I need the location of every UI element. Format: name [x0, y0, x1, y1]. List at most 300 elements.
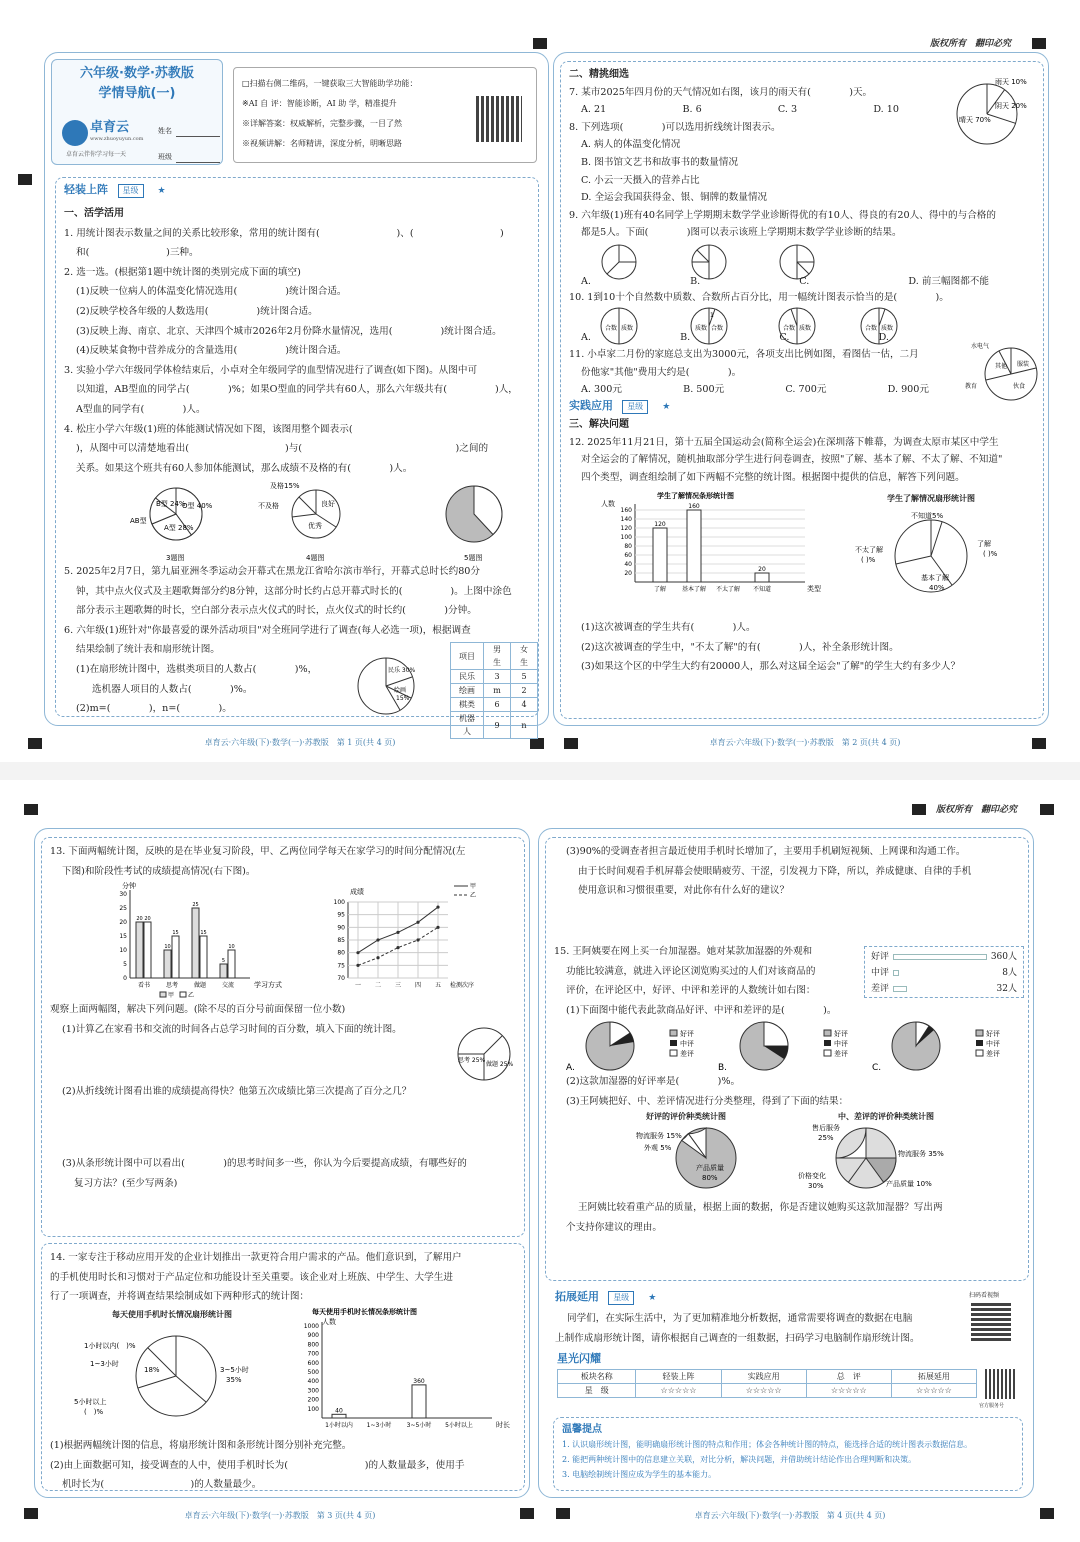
name-label: 姓名	[158, 127, 172, 135]
tick-label: 100	[333, 899, 345, 906]
scan-line: ※AI 自 评：智能诊断，AI 助 学，精准提升	[242, 99, 397, 108]
tick-label: 10	[119, 947, 127, 954]
tip-item: 3. 电脑绘制统计图应成为学生的基本能力。	[562, 1470, 717, 1479]
q15: 15. 王阿姨要在网上买一台加湿器。她对某款加湿器的外观和	[554, 946, 813, 957]
category-label: 基本了解	[681, 586, 707, 593]
q13-1: (1)计算乙在家看书和交流的时间各占总学习时间的百分数，填入下面的统计图。	[62, 1023, 402, 1035]
bar	[332, 1414, 346, 1418]
pie-caption: 3题图	[166, 554, 185, 562]
pie-label: 雨天 10%	[995, 78, 1027, 86]
legend-label: 乙	[188, 992, 195, 999]
star-tag: 星级	[622, 400, 648, 414]
pie-label: 晴天 70%	[959, 116, 991, 124]
svg-text:物流服务 15%: 物流服务 15%	[636, 1132, 682, 1140]
svg-text:售后服务: 售后服务	[812, 1124, 840, 1132]
tick-label: 95	[337, 911, 345, 919]
chart-title: 好评的评价种类统计图	[646, 1111, 726, 1121]
legend-label: 乙	[470, 892, 477, 899]
table-row: 绘画 m 2	[451, 684, 538, 698]
q12-cont: 对全运会的了解情况，随机抽取部分学生进行问卷调查，按照"了解、基本了解、不太了解、不知道"	[581, 454, 1003, 466]
question-block	[555, 1309, 965, 1348]
q13-3-cont: 复习方法？(至少写两条)	[74, 1177, 178, 1189]
q5-cont: 部分表示主题歌舞的时长，空白部分表示点火仪式的时长，点火仪式的时长约( )分钟。	[76, 605, 477, 617]
q7-options: A. 21 B. 6 C. 3 D. 10	[581, 104, 899, 116]
pie-label: B型 24%	[156, 500, 186, 508]
pie-label: 优秀	[308, 522, 322, 530]
svg-text:中评: 中评	[986, 1040, 1000, 1048]
legend-swatch	[160, 992, 166, 997]
svg-text:产品质量 10%: 产品质量 10%	[886, 1180, 932, 1188]
tick-label: 90	[337, 924, 345, 932]
logo-icon	[62, 120, 88, 146]
extension-text: 上制作成扇形统计图，请你根据自己调查的一组数据，扫码学习电脑制作扇形统计图。	[555, 1332, 920, 1344]
q15-1: (1)下面图中能代表此款商品好评、中评和差评的是( )。	[566, 1004, 837, 1016]
data-label: 20	[136, 916, 143, 922]
category-label: 五	[434, 982, 442, 989]
section-header	[569, 398, 670, 415]
page-footer: 卓育云·六年级(下)·数学(一)·苏教版 第 1 页(共 4 页)	[204, 738, 396, 747]
svg-text:质数: 质数	[695, 325, 708, 332]
question-block	[566, 1198, 1026, 1237]
x-axis-label: 检测次序	[450, 982, 475, 989]
chart-title: 学生了解情况扇形统计图	[887, 493, 975, 503]
svg-text:服装: 服装	[1017, 361, 1030, 368]
q4-cont: )，从图中可以清楚地看出( )与( )之间的	[76, 443, 489, 455]
data-point	[396, 931, 399, 934]
svg-text:40%: 40%	[929, 584, 945, 592]
q14: 14. 一家专注于移动应用开发的企业计划推出一款更符合用户需求的产品。他们意识到，了解用户	[50, 1252, 462, 1263]
corner-mark	[564, 738, 578, 749]
question-block	[50, 1436, 520, 1495]
svg-text:合数: 合数	[865, 325, 878, 332]
svg-text:1小时以内( )%: 1小时以内( )%	[84, 1342, 136, 1350]
q6-1b: 选机器人项目的人数占( )%。	[92, 683, 253, 695]
q13-instr: 观察上面两幅图，解决下列问题。(除不尽的百分号前面保留一位小数)	[50, 1004, 346, 1015]
svg-text:水电气: 水电气	[971, 343, 990, 350]
bar	[172, 936, 179, 978]
review-counts	[864, 946, 1024, 998]
category-label: 四	[414, 982, 422, 989]
bar-chart-q14	[282, 1306, 522, 1436]
category-label: 思考	[165, 982, 179, 989]
bar	[755, 573, 769, 582]
data-point	[376, 938, 379, 941]
corner-mark	[1032, 738, 1046, 749]
review-row: 中评 8人	[871, 968, 1017, 978]
table-header: 板块名称 轻装上阵 实践应用 总 评 拓展延用	[558, 1370, 977, 1384]
tick-label: 20	[119, 919, 127, 926]
q3-cont: 以知道，AB型血的同学占( )%；如果O型血的同学共有60人，那么六年级共有( )人，	[76, 384, 518, 396]
q10: 10. 1到10十个自然数中质数、合数所占百分比，用一幅统计图表示恰当的是( )。	[569, 292, 949, 303]
table-row: 棋类 6 4	[451, 698, 538, 712]
header-box	[51, 59, 223, 165]
page-footer: 卓育云·六年级(下)·数学(一)·苏教版 第 2 页(共 4 页)	[709, 738, 901, 747]
corner-mark	[28, 738, 42, 749]
data-label: 10	[228, 944, 235, 950]
pie-q11	[965, 342, 1045, 404]
legend-swatch	[180, 992, 186, 997]
tick-label: 400	[307, 1378, 319, 1386]
bar	[653, 528, 667, 582]
category-label: 三	[394, 982, 402, 989]
q5-cont: 钟，其中点火仪式及主题歌舞部分约8分钟，这部分时长约占总开幕式时长的( )。上图中涂色	[76, 585, 512, 597]
pie-label: 及格15%	[270, 482, 300, 490]
section-choice	[560, 61, 1044, 719]
q1-cont: 和( )三种。	[76, 247, 199, 259]
bar	[200, 936, 207, 978]
copyright-note: 版权所有 翻印必究	[936, 805, 1018, 815]
qr-code-icon[interactable]	[971, 1301, 1011, 1341]
data-point	[416, 938, 419, 941]
legend-label: 甲	[470, 883, 477, 890]
svg-text:物流服务 35%: 物流服务 35%	[898, 1150, 944, 1158]
qr-label: 官方服务号	[979, 1403, 1005, 1409]
class-field[interactable]	[176, 162, 220, 163]
pie-q13	[448, 1024, 518, 1084]
svg-text:了解: 了解	[977, 540, 991, 548]
tick-label: 20	[624, 570, 632, 577]
category-label: 5小时以上	[445, 1422, 473, 1429]
svg-text:5小时以上: 5小时以上	[74, 1398, 107, 1406]
page-1	[44, 52, 549, 736]
name-field[interactable]	[176, 136, 220, 137]
pie-label: 阴天 20%	[995, 102, 1027, 110]
page-footer: 卓育云·六年级(下)·数学(一)·苏教版 第 4 页(共 4 页)	[694, 1511, 886, 1520]
q8-option: A. 病人的体温变化情况	[581, 139, 681, 151]
category-label: 3~5小时	[406, 1422, 432, 1429]
data-point	[436, 926, 439, 929]
section-easy	[55, 177, 539, 736]
tick-label: 140	[620, 516, 632, 523]
page-3	[34, 828, 530, 1498]
q8-option: B. 图书馆文艺书和故事书的数量情况	[581, 156, 739, 168]
logo-slogan: 卓育云伴你学习每一天	[66, 151, 127, 158]
q14-3-cont: 由于长时间观看手机屏幕会使眼睛疲劳、干涩，引发视力下降，所以，养成健康、自律的手机	[578, 865, 972, 877]
logo-text: 卓育云	[90, 120, 130, 135]
tick-label: 800	[307, 1341, 319, 1349]
class-label: 班级	[158, 153, 172, 161]
data-label: 25	[192, 902, 199, 908]
chart-title: 学生了解情况条形统计图	[657, 492, 734, 500]
q9-options: A. B. C. D. 前三幅图都不能	[581, 276, 989, 287]
bar	[136, 922, 143, 978]
tick-label: 1000	[303, 1323, 319, 1330]
svg-text:25%: 25%	[818, 1134, 834, 1142]
bar-chart-q12	[597, 490, 821, 610]
question-block	[569, 416, 1039, 486]
svg-text:好评: 好评	[680, 1030, 694, 1038]
q12-cont: 四个类型，调查组绘制了如下两幅不完整的统计图。根据图中提供的信息，解答下列问题。	[581, 471, 965, 483]
q9: 9. 六年级(1)班有40名同学上学期期末数学学业诊断得优的有10人、得良的有20人、得中的与合格的	[569, 209, 996, 221]
svg-text:好评: 好评	[834, 1030, 848, 1038]
data-point	[436, 905, 439, 908]
pie-caption: 5题图	[464, 554, 483, 562]
tick-label: 30	[119, 891, 127, 898]
q15-cont: 功能比较满意，就进入评论区浏览购买过的人们对该商品的	[566, 965, 816, 977]
q15-4-cont: 个支持你建议的理由。	[566, 1221, 662, 1233]
section-heading: 一、活学活用	[64, 208, 124, 219]
q9-cont: 都是5人。下面( )图可以表示该班上学期期末数学学业诊断的结果。	[581, 227, 902, 239]
q1: 1. 用统计图表示数量之间的关系比较形象，常用的统计图有( )、( )	[64, 227, 504, 239]
tick-label: 70	[337, 975, 345, 982]
corner-mark	[530, 738, 544, 749]
category-label: 二	[374, 982, 382, 989]
x-axis-label: 类型	[807, 585, 821, 593]
svg-text:质数: 质数	[621, 325, 634, 332]
copyright-note: 版权所有 翻印必究	[930, 39, 1012, 49]
data-label: 15	[200, 930, 207, 936]
y-axis-label: 人数	[322, 1318, 336, 1326]
tip-item: 1. 认识扇形统计图，能明确扇形统计图的特点和作用；体会各种统计图的特点，能选择合适的统计图表示数据信息。	[562, 1440, 973, 1449]
question-block	[566, 842, 1026, 901]
pie-label: O型 40%	[182, 502, 213, 510]
svg-text:合数: 合数	[711, 325, 724, 332]
qr-code-icon[interactable]	[985, 1369, 1015, 1399]
q12-2: (2)这次被调查的学生中，"不太了解"的有( )人，补全条形统计图。	[581, 641, 899, 653]
flash-title: 星光闪耀	[557, 1352, 601, 1365]
category-label: 一	[354, 982, 362, 989]
svg-text:做题 25%: 做题 25%	[486, 1061, 514, 1068]
tick-label: 900	[307, 1332, 319, 1340]
pie-q7	[941, 80, 1031, 148]
tick-label: 60	[624, 552, 632, 559]
table-row: 星 级 ☆☆☆☆☆ ☆☆☆☆☆ ☆☆☆☆☆ ☆☆☆☆☆	[558, 1384, 977, 1398]
data-label: 20	[758, 566, 766, 573]
star-tag: 星级	[608, 1291, 634, 1305]
grouped-bar-chart-q13	[106, 878, 306, 1002]
table-row: 机器人 9 n	[451, 712, 538, 739]
svg-text:其他: 其他	[995, 363, 1008, 370]
scan-line: □扫描右侧二维码，一键获取三大智能助学功能：	[242, 79, 418, 88]
q14-1: (1)根据两幅统计图的信息，将扇形统计图和条形统计图分别补充完整。	[50, 1440, 352, 1451]
question-block	[62, 1154, 522, 1193]
category-label: 1小时以内	[325, 1422, 353, 1429]
svg-text:差评: 差评	[834, 1050, 848, 1058]
svg-text:80%: 80%	[702, 1174, 718, 1182]
data-label: 120	[654, 521, 666, 528]
corner-mark	[18, 174, 32, 185]
svg-text:C.: C.	[872, 1063, 882, 1073]
legend-label: 甲	[168, 992, 175, 999]
pie-label: 良好	[321, 500, 335, 508]
data-label: 5	[221, 958, 226, 964]
svg-text:中评: 中评	[834, 1040, 848, 1048]
logo-url: www.zhuoyuyun.com	[90, 136, 144, 142]
q8: 8. 下列选项( )可以选用折线统计图表示。	[569, 121, 781, 133]
tick-label: 0	[123, 975, 127, 982]
tick-label: 500	[307, 1369, 319, 1376]
section-heading: 三、解决问题	[569, 419, 629, 430]
q14-cont: 行了一项调查，并将调查结果绘制成如下两种形式的统计图：	[50, 1291, 310, 1303]
data-point	[356, 964, 359, 967]
page-2	[553, 52, 1049, 726]
bar	[687, 510, 701, 582]
corner-mark	[24, 1508, 38, 1519]
section-title: 实践应用	[569, 399, 613, 412]
svg-text:A.: A.	[566, 1063, 575, 1073]
star-icon: ★	[648, 1293, 657, 1303]
chart-title: 每天使用手机时长情况条形统计图	[312, 1308, 417, 1316]
svg-text:( )%: ( )%	[861, 556, 876, 564]
section-title: 轻装上阵	[64, 183, 108, 196]
category-label: 不太了解	[715, 586, 741, 593]
q6-table	[450, 642, 538, 739]
data-label: 40	[335, 1407, 343, 1415]
q15-2: (2)这款加湿器的好评率是( )%。	[566, 1076, 741, 1087]
q10-options: A. B. C. D.	[581, 332, 889, 343]
corner-mark	[533, 38, 547, 49]
svg-text:18%: 18%	[144, 1366, 160, 1374]
section-heading: 二、精挑细选	[569, 69, 629, 80]
q14-3-cont: 使用意识和习惯很重要，对此你有什么好的建议？	[578, 885, 790, 897]
q2-2: (2)反映学校各年级的人数选用( )统计图合适。	[76, 305, 318, 317]
svg-text:1~3小时: 1~3小时	[90, 1360, 119, 1368]
scan-line: ※视频讲解：名师精讲，深度分析，明晰思路	[242, 139, 402, 148]
data-label: 160	[688, 503, 700, 510]
pie-q12	[831, 506, 1031, 606]
bar	[164, 950, 171, 978]
pie-label: 不及格	[258, 502, 279, 510]
svg-text:B.: B.	[718, 1063, 728, 1073]
svg-text:30%: 30%	[808, 1182, 824, 1190]
pie-label: 绘画	[394, 687, 407, 694]
q13-cont: 下图)和阶段性考试的成绩提高情况(右下图)。	[62, 865, 256, 877]
pie-label: 民乐 30%	[388, 667, 416, 674]
q11: 11. 小卓家二月份的家庭总支出为3000元，各项支出比例如图，看图估一估，二月	[569, 349, 919, 360]
q15-4: 王阿姨比较看重产品的质量，根据上面的数据，你是否建议她购买这款加湿器？写出两	[578, 1202, 943, 1213]
unit-title: 学情导航(一)	[98, 85, 176, 101]
svg-text:质数: 质数	[799, 325, 812, 332]
figures-3-4-5	[116, 484, 536, 566]
svg-text:不太了解: 不太了解	[855, 546, 883, 554]
tick-label: 75	[337, 962, 345, 970]
pie-fig5	[446, 486, 502, 562]
category-label: 了解	[653, 586, 667, 593]
q3: 3. 实验小学六年级同学体检结束后，小卓对全年级同学的血型情况进行了调查(如下图)。从图中可	[64, 364, 478, 376]
section-header	[555, 1289, 656, 1306]
bar	[412, 1385, 426, 1418]
svg-text:中评: 中评	[680, 1040, 694, 1048]
q2: 2. 选一选。(根据第1题中统计图的类别完成下面的填空)	[64, 266, 301, 278]
tick-label: 80	[624, 543, 632, 550]
pie-fig3	[130, 488, 213, 562]
q2-3: (3)反映上海、南京、北京、天津四个城市2026年2月份降水量情况，选用( )统计图合适。	[76, 325, 502, 337]
svg-text:差评: 差评	[986, 1050, 1000, 1058]
q2-1: (1)反映一位病人的体温变化情况选用( )统计图合适。	[76, 286, 347, 298]
corner-mark	[912, 804, 926, 815]
tips-title: 温馨提点	[562, 1424, 602, 1435]
q6-2: (2)m=( )，n=( )。	[76, 703, 232, 715]
svg-text:3~5小时: 3~5小时	[220, 1366, 249, 1374]
svg-text:( )%: ( )%	[84, 1408, 104, 1416]
chart-title: 每天使用手机时长情况扇形统计图	[112, 1309, 232, 1319]
svg-text:合数: 合数	[783, 325, 796, 332]
q13-3: (3)从条形统计图中可以看出( )的思考时间多一些，你认为今后要提高成绩，有哪些好的	[62, 1158, 467, 1169]
q6-1: (1)在扇形统计图中，选棋类项目的人数占( )%，	[76, 663, 318, 675]
bar	[220, 964, 227, 978]
svg-text:外观 5%: 外观 5%	[644, 1144, 672, 1152]
review-row: 差评 32人	[871, 984, 1017, 994]
pie-q14	[72, 1322, 272, 1432]
q15-cont: 评价，在评论区中，好评、中评和差评的人数统计如右图：	[566, 985, 816, 997]
line-chart-q13	[314, 878, 514, 1002]
star-tag: 星级	[118, 184, 144, 198]
data-point	[416, 921, 419, 924]
table-row: 民乐 3 5	[451, 670, 538, 684]
q15-option-pies	[560, 1020, 1030, 1072]
svg-text:差评: 差评	[680, 1050, 694, 1058]
section-title: 拓展延用	[555, 1290, 599, 1303]
question-14-box	[41, 1243, 525, 1491]
svg-text:产品质量: 产品质量	[696, 1164, 724, 1172]
qr-label: 扫码看视频	[969, 1292, 1000, 1299]
svg-text:教育: 教育	[965, 383, 978, 390]
tick-label: 120	[620, 525, 632, 532]
q15-3: (3)王阿姨把好、中、差评情况进行分类整理，得到了下面的结果：	[566, 1095, 849, 1107]
q2-4: (4)反映某食物中营养成分的含量选用( )统计图合适。	[76, 345, 347, 357]
svg-text:好评: 好评	[986, 1030, 1000, 1038]
svg-text:合数: 合数	[605, 325, 618, 332]
bar	[192, 908, 199, 978]
section-header	[64, 182, 166, 199]
data-point	[356, 951, 359, 954]
q14-2: (2)由上面数据可知，接受调查的人中，使用手机时长为( )的人数量最多，使用手	[50, 1459, 465, 1471]
svg-text:1: 1	[710, 312, 714, 319]
tick-label: 40	[624, 561, 632, 568]
tick-label: 300	[307, 1387, 319, 1395]
pie-label: 15%	[396, 695, 410, 702]
corner-mark	[556, 1508, 570, 1519]
q6: 6. 六年级(1)班针对"你最喜爱的课外活动项目"对全班同学进行了调查(每人必选一项)，根据调查	[64, 624, 471, 636]
scan-line: ※详解答案：权威解析，完整步骤，一目了然	[242, 119, 402, 128]
tick-label: 700	[307, 1350, 319, 1358]
scan-box	[233, 67, 537, 163]
tips-box	[553, 1417, 1023, 1491]
q3-cont: A型血的同学有( )人。	[76, 403, 206, 415]
y-axis-label: 成绩	[350, 888, 364, 896]
tick-label: 5	[123, 961, 127, 968]
sheet-pages-3-4	[0, 780, 1080, 1542]
corner-mark	[1032, 38, 1046, 49]
bar	[228, 950, 235, 978]
svg-text:质数: 质数	[881, 325, 894, 332]
pie-caption: 4题图	[306, 554, 325, 562]
q14-cont: 的手机使用时长和习惯对于产品定位和功能设计至关重要。该企业对上班族、中学生、大学生进	[50, 1271, 453, 1283]
page-footer: 卓育云·六年级(下)·数学(一)·苏教版 第 3 页(共 4 页)	[184, 1511, 376, 1520]
svg-text:不知道5%: 不知道5%	[911, 512, 944, 520]
category-label: 看书	[137, 982, 151, 989]
svg-text:伙食: 伙食	[1013, 383, 1026, 390]
table-header: 项目 男生 女生	[451, 643, 538, 670]
tick-label: 25	[119, 905, 127, 912]
q6-cont: 结果绘制了统计表和扇形统计图。	[76, 644, 220, 656]
tick-label: 200	[307, 1396, 319, 1404]
pie-fig4	[258, 481, 340, 562]
data-label: 10	[164, 944, 171, 950]
category-label: 1~3小时	[366, 1422, 392, 1429]
data-label: 360	[413, 1377, 425, 1385]
question-block	[64, 204, 534, 478]
tick-label: 80	[337, 949, 345, 957]
pie-label: AB型	[130, 517, 147, 525]
qr-code-icon[interactable]	[476, 96, 522, 142]
pie-q6	[352, 654, 422, 718]
corner-mark	[1040, 1508, 1054, 1519]
y-axis-label: 分钟	[122, 882, 136, 890]
x-axis-label: 时长	[496, 1421, 510, 1429]
category-label: 做题	[193, 982, 207, 989]
tick-label: 160	[620, 507, 632, 514]
